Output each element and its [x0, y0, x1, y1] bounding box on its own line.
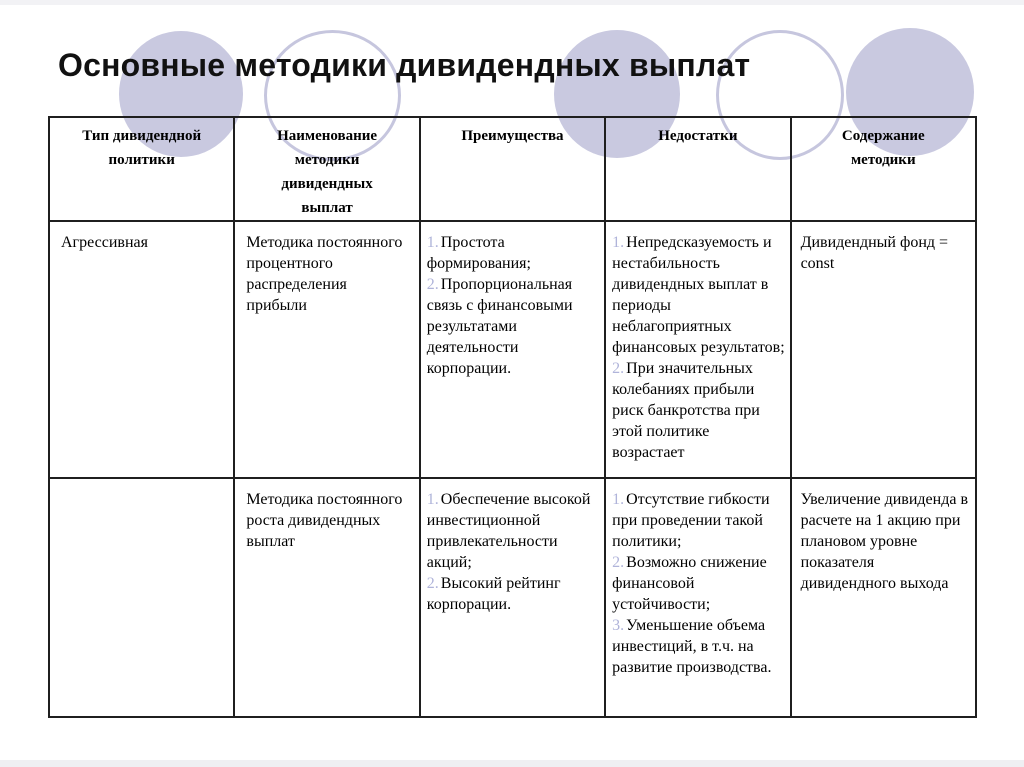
list-text: При значительных колебаниях прибыли риск банкротства при этой политике возрастает — [612, 360, 760, 461]
page-title: Основные методики дивидендных выплат — [58, 47, 751, 83]
cell-policy-type: Агрессивная — [49, 221, 234, 478]
list-item — [612, 232, 785, 358]
list-text: Уменьшение объема инвестиций, в т.ч. на развитие производства. — [612, 617, 772, 676]
list-text: Непредсказуемость и нестабильность дивидендных выплат в периоды неблагоприятных финансовых результатов; — [612, 234, 785, 356]
list-item — [612, 358, 785, 463]
list-text: Простота формирования; — [426, 234, 531, 272]
list-item — [427, 232, 600, 274]
list-text: Обеспечение высокой инвестиционной привлекательности акций; — [426, 491, 591, 571]
table-row-constant-growth — [49, 478, 976, 717]
table-row-aggressive — [49, 221, 976, 478]
list-item — [612, 615, 785, 678]
cell-policy-type — [49, 478, 234, 717]
list-text: Возможно снижение финансовой устойчивости; — [612, 554, 767, 613]
list-text: Пропорциональная связь с финансовыми результатами деятельности корпорации. — [426, 276, 573, 377]
list-number: 3. — [612, 617, 625, 634]
cell-method-name: Методика постоянного роста дивидендных выплат — [234, 478, 419, 717]
slide-bottom-edge — [0, 760, 1024, 767]
list-number: 1. — [426, 234, 439, 251]
list-number: 2. — [612, 554, 625, 571]
list-number: 2. — [426, 575, 439, 592]
slide-top-edge — [0, 0, 1024, 5]
cell-disadvantages — [605, 221, 790, 478]
header-cell-disadvantages: Недостатки — [605, 117, 790, 221]
cell-method-content: Увеличение дивиденда в расчете на 1 акцию при плановом уровне показателя дивидендного выхода — [791, 478, 976, 717]
header-cell-advantages: Преимущества — [420, 117, 605, 221]
list-item — [427, 489, 600, 573]
list-item — [612, 489, 785, 552]
cell-advantages — [420, 478, 605, 717]
cell-advantages — [420, 221, 605, 478]
list-number: 1. — [612, 491, 625, 508]
table-header-row — [49, 117, 976, 221]
list-item — [427, 573, 600, 615]
list-number: 2. — [426, 276, 439, 293]
cell-disadvantages — [605, 478, 790, 717]
cell-method-content: Дивидендный фонд = const — [791, 221, 976, 478]
header-cell-policy-type: Тип дивидендной политики — [49, 117, 234, 221]
list-number: 1. — [612, 234, 625, 251]
header-cell-method-content: Содержание методики — [791, 117, 976, 221]
header-cell-method-name: Наименование методики дивидендных выплат — [234, 117, 419, 221]
list-item — [427, 274, 600, 379]
list-text: Отсутствие гибкости при проведении такой политики; — [612, 491, 770, 550]
list-number: 1. — [426, 491, 439, 508]
list-number: 2. — [612, 360, 625, 377]
list-text: Высокий рейтинг корпорации. — [426, 575, 561, 613]
cell-method-name: Методика постоянного процентного распределения прибыли — [234, 221, 419, 478]
dividend-methods-table — [48, 116, 977, 718]
list-item — [612, 552, 785, 615]
